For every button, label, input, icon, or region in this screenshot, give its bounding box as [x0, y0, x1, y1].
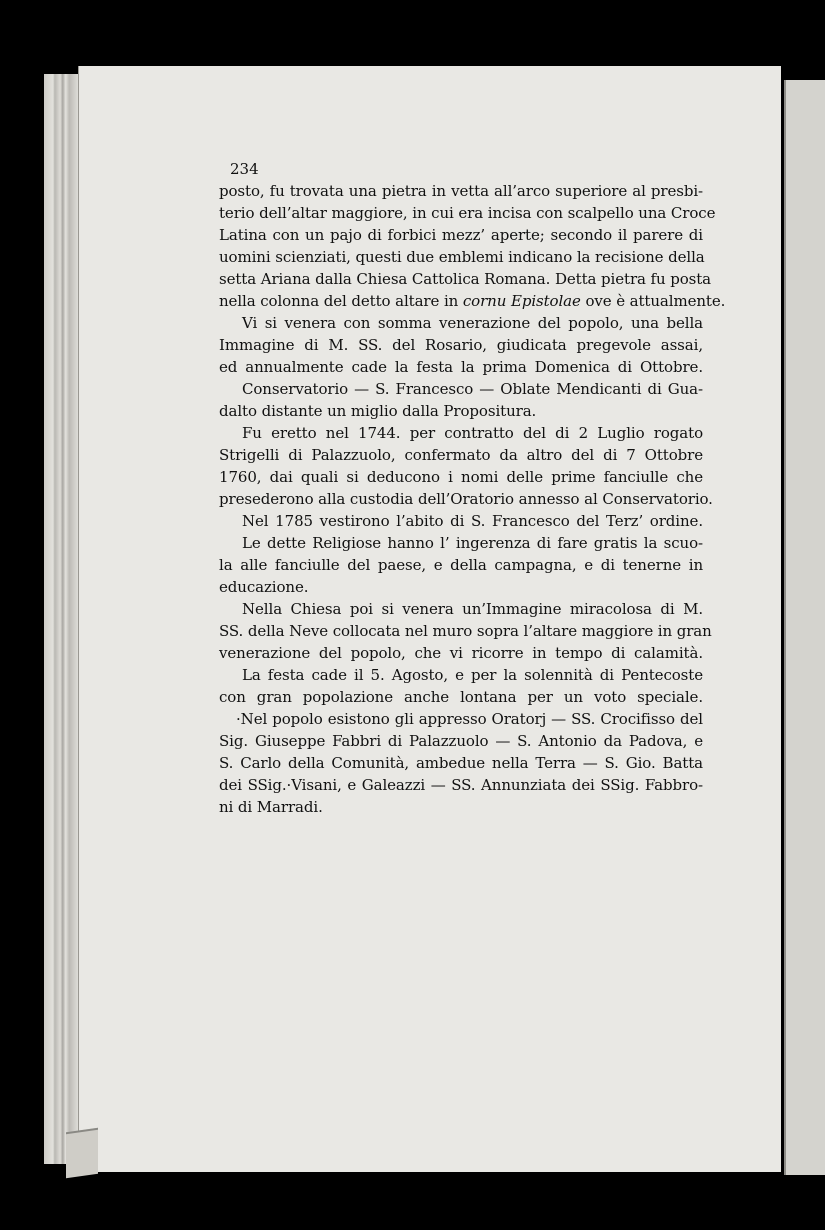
next-page-edge [784, 80, 825, 1175]
text-line: La festa cade il 5. Agosto, e per la solennità di Pentecoste [242, 666, 703, 684]
text-line: Vi si venera con somma venerazione del popolo, una bella [242, 314, 703, 332]
text-line: 1760, dai quali si deducono i nomi delle prime fanciulle che [219, 468, 703, 486]
text-line: Nella Chiesa poi si venera un’Immagine miracolosa di M. [242, 600, 703, 618]
text-line: con gran popolazione anche lontana per un voto speciale. [219, 688, 703, 706]
text-line: Conservatorio — S. Francesco — Oblate Mendicanti di Gua- [242, 380, 703, 398]
text-line: S. Carlo della Comunità, ambedue nella Terra — S. Gio. Batta [219, 754, 703, 772]
text-line: Sig. Giuseppe Fabbri di Palazzuolo — S. Antonio da Padova, e [219, 732, 703, 750]
page-corner [66, 1128, 98, 1178]
text-line: SS. della Neve collocata nel muro sopra l’altare maggiore in gran [219, 622, 712, 640]
text-line: dei SSig.·Visani, e Galeazzi — SS. Annunziata dei SSig. Fabbro- [219, 776, 703, 794]
page-edges-stack [44, 74, 80, 1164]
text-line: ·Nel popolo esistono gli appresso Oratorj — SS. Crocifisso del [236, 710, 703, 728]
text-line: dalto distante un miglio dalla Propositura. [219, 402, 537, 420]
text-line: ni di Marradi. [219, 798, 323, 816]
text-line: Le dette Religiose hanno l’ ingerenza di fare gratis la scuo- [242, 534, 703, 552]
text-line: posto, fu trovata una pietra in vetta all’arco superiore al presbi- [219, 182, 703, 200]
text-line: Nel 1785 vestirono l’abito di S. Francesco del Terz’ ordine. [242, 512, 703, 530]
text-line: terio dell’altar maggiore, in cui era incisa con scalpello una Croce [219, 204, 716, 222]
text-line: Immagine di M. SS. del Rosario, giudicata pregevole assai, [219, 336, 703, 354]
text-line: Latina con un pajo di forbici mezz’ aperte; secondo il parere di [219, 226, 703, 244]
text-line: presederono alla custodia dell’Oratorio annesso al Conservatorio. [219, 490, 713, 508]
text-line: nella colonna del detto altare in cornu Epistolae ove è attualmente. [219, 292, 726, 310]
text-line: setta Ariana dalla Chiesa Cattolica Romana. Detta pietra fu posta [219, 270, 712, 288]
text-line: ed annualmente cade la festa la prima Domenica di Ottobre. [219, 358, 703, 376]
text-line: Strigelli di Palazzuolo, confermato da altro del di 7 Ottobre [219, 446, 703, 464]
page-number: 234 [230, 160, 259, 178]
text-line: venerazione del popolo, che vi ricorre in tempo di calamità. [219, 644, 703, 662]
text-line: uomini scienziati, questi due emblemi indicano la recisione della [219, 248, 705, 266]
text-line: la alle fanciulle del paese, e della campagna, e di tenerne in [219, 556, 703, 574]
text-line: Fu eretto nel 1744. per contratto del di 2 Luglio rogato [242, 424, 703, 442]
text-line: educazione. [219, 578, 309, 596]
